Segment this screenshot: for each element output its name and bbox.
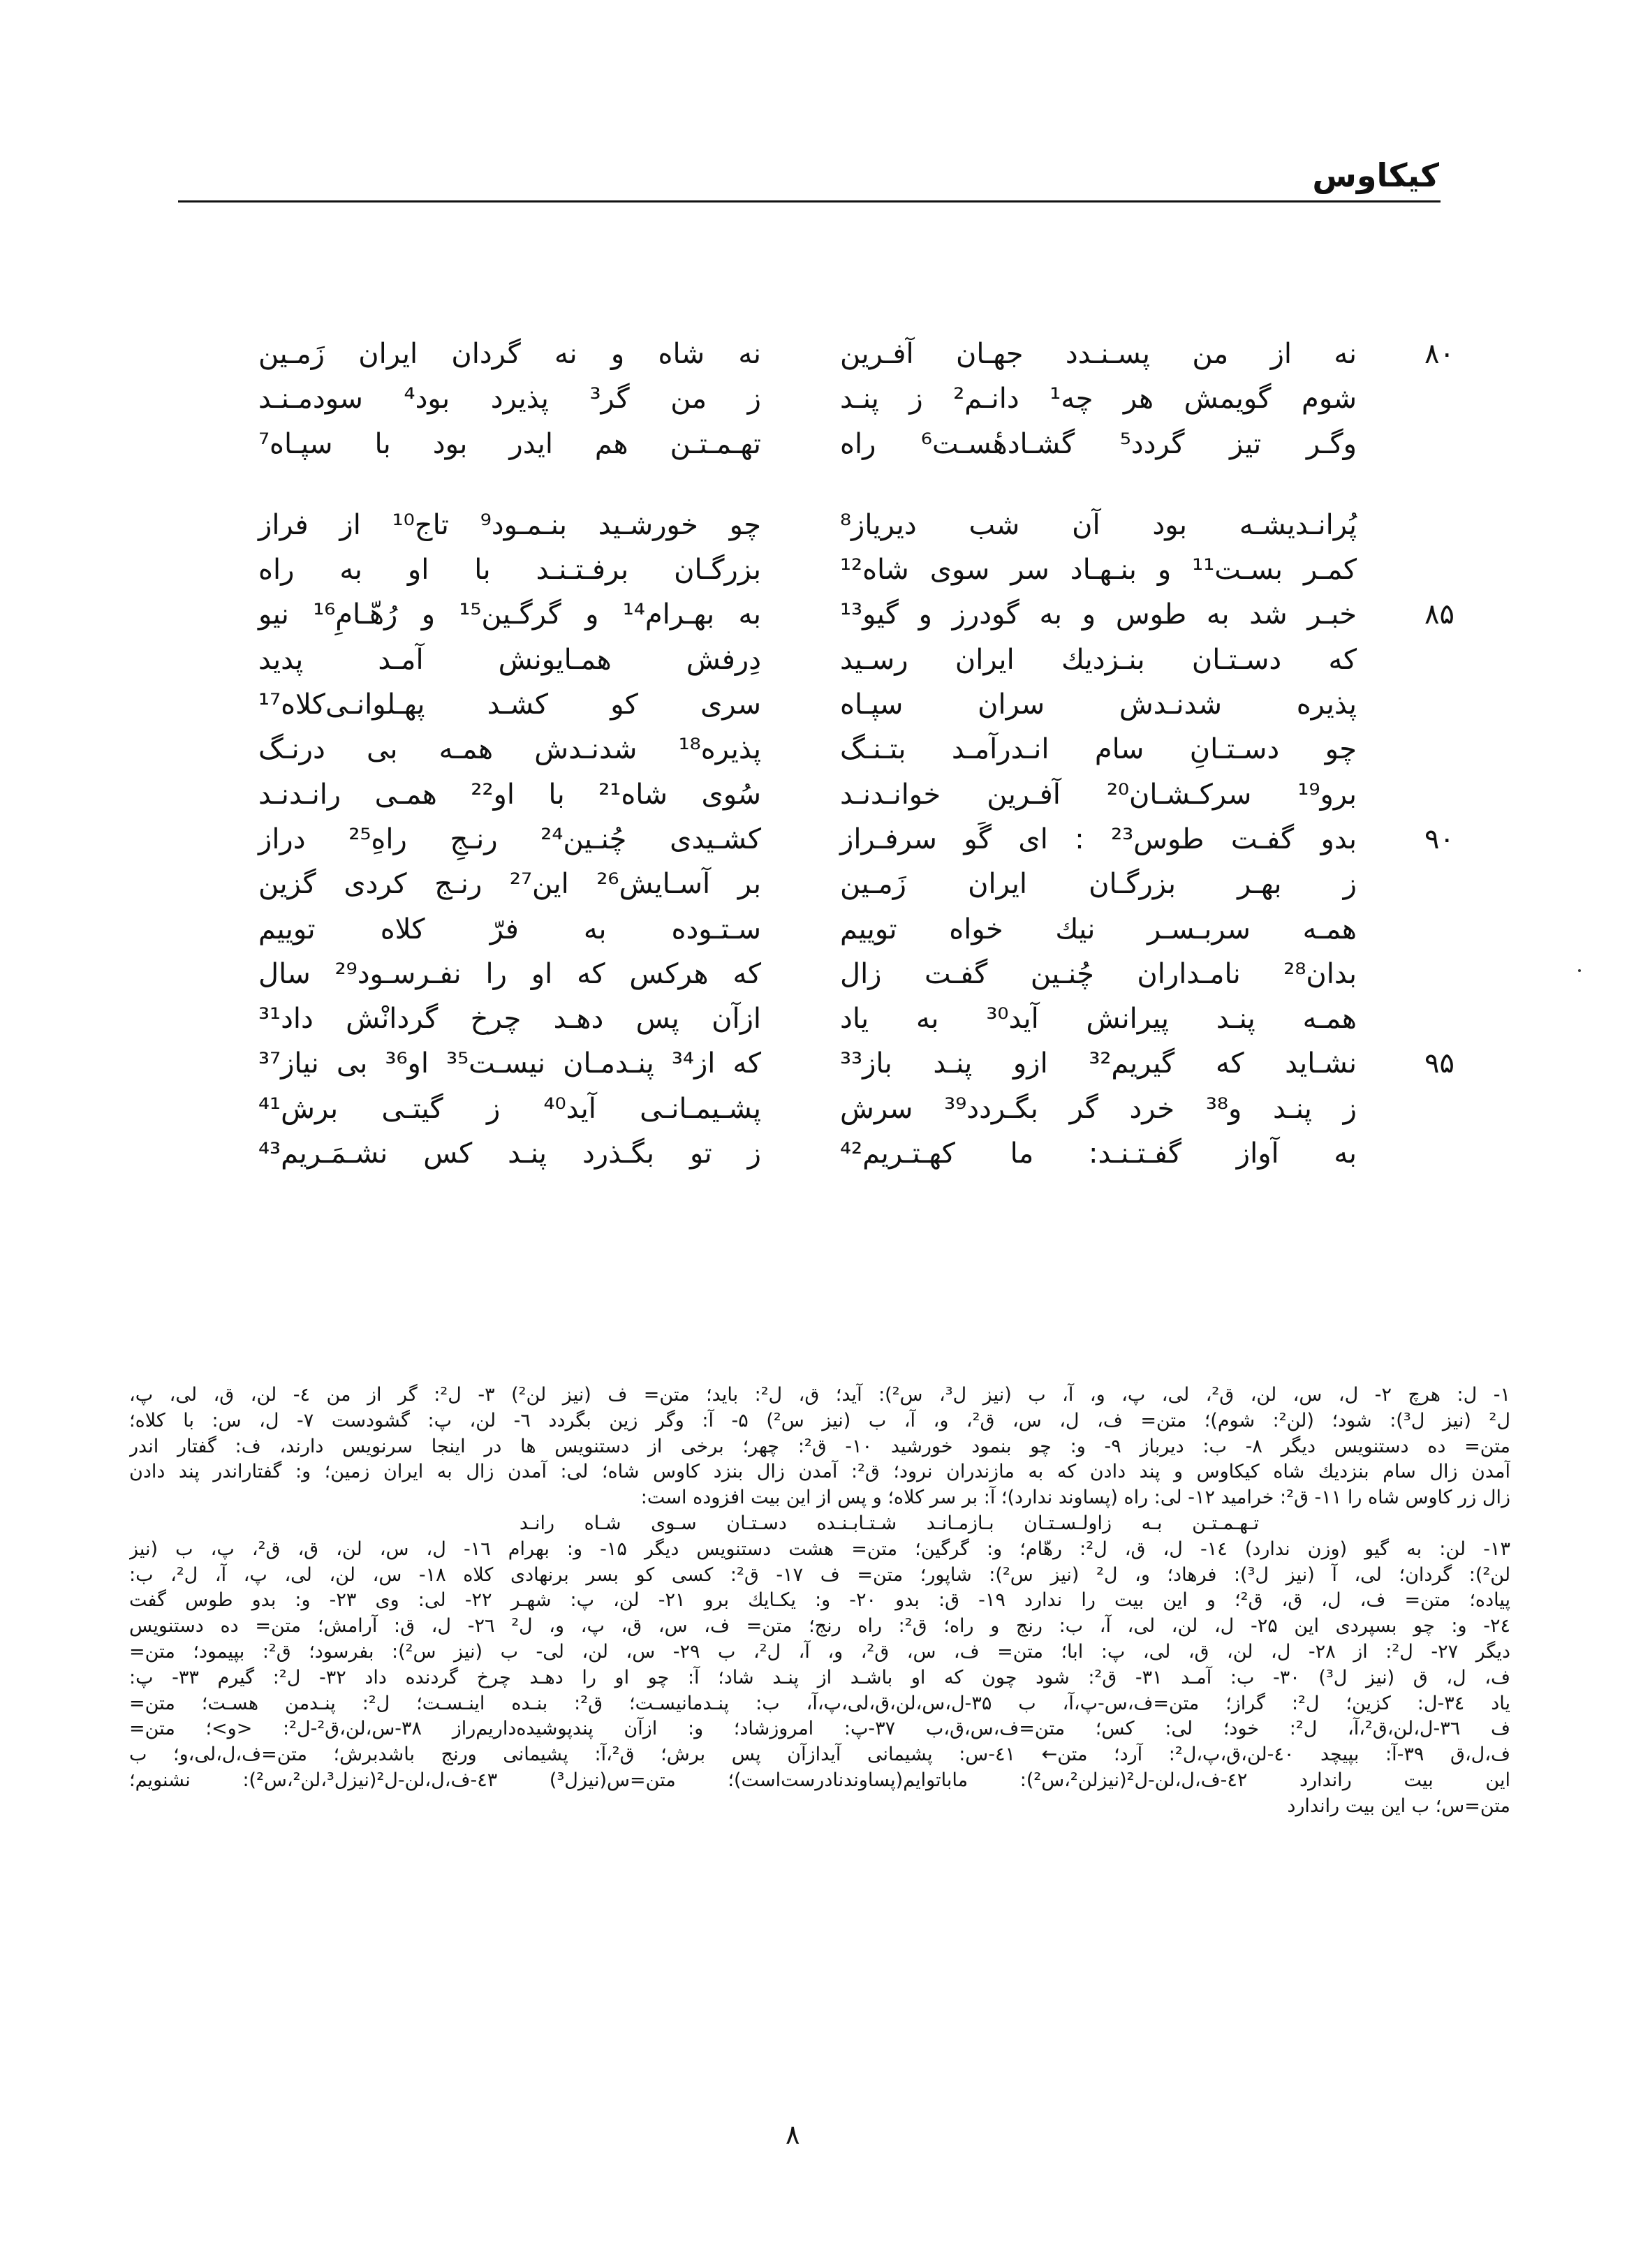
verse-number: ۹۰	[1424, 823, 1454, 855]
verse-line: ز من گر³ پذیرد بود⁴ سودمـنـد	[258, 383, 762, 415]
footnote-line: ل² (نیز ل³): شود؛ (لن²: شوم)؛ متن= ف، ل، س، ق²، و، آ، ب (نیز س²) ۵- آ: وگر زین بگردد ٦- لن، پ: گشودست ۷- ل، س: با کلاه؛	[129, 1409, 1510, 1431]
stanza-gap	[812, 466, 1454, 503]
verse-line: همـه سربـسـر نیك خواه توییم	[840, 913, 1357, 945]
verse-line: به بهـرام¹⁴ و گرگـین¹⁵ و رُهّـامِ¹⁶ نیو	[258, 598, 762, 631]
footnote-line: دیگر ۲۷- ل²: از ۲۸- ل، لن، ق، لی، پ: ابا؛ متن= ف، س، ق²، و، آ، ل²، ب ۲۹- س، لن، لی- ب (نیز س²): بفرسود؛ ق²: بپیمود؛ متن=	[129, 1640, 1510, 1663]
footnote-line: آمدن زال سام بنزدیك شاه کیکاوس و پند دادن که به مازندران نرود؛ ق²: آمدن زال بنزد کاوس شاه؛ لی: آمدن زال به ایران زمین؛ و: گفتاراندر پند دادن	[129, 1461, 1510, 1483]
footnote-line: این بیت راندارد ٤۲-ف،ل،لن-ل²(نیزلن²،س²): ماباتوایم(پساوندنادرست‌است)؛ متن=س(نیزل³) ٤۳-ف،ل،لن-ل²(نیزل³،لن²،س²): نشنویم؛	[129, 1769, 1510, 1791]
footnote-line: لن²): گردان؛ لی، آ (نیز ل³): فرهاد؛ و، ل² (نیز س²): شاپور؛ متن= ف ۱۷- ق²: کسی کو بسر برنهادی کلاه ۱۸- س، لن، لی، پ، آ، ل²، ب:	[129, 1563, 1510, 1586]
verse-line: پشـیمـانـی آید⁴⁰ ز گیتـی برش⁴¹	[258, 1092, 761, 1125]
verse-line: به آواز گفـتـنـد: ما کهـتـریم⁴²	[840, 1137, 1357, 1170]
verse-line: سُوی شاه²¹ با او²² همـی رانـدنـد	[258, 778, 761, 811]
verse-line: سـتـوده به فرّ کلاه توییم	[258, 913, 761, 945]
verse-line: ز بهـر بزرگـان ایران زَمـین	[840, 868, 1357, 901]
footnote-inserted-verse: تـهـمـتـن بـه زاولـسـتـان بـازمـانـد شـتـابـنـده دسـتـان سـوی شـاه رانـد	[519, 1512, 1259, 1534]
verse-line: ز پنـد و³⁸ خرد گر بگـردد³⁹ سرش	[840, 1092, 1357, 1125]
verse-line: دِرفش همـایونش آمـد پدید	[258, 643, 761, 676]
poem-right-column	[812, 332, 1454, 1176]
verse-line: بدان²⁸ نامـداران چُنـین گفـت زال	[840, 957, 1357, 990]
page-number: ۸	[786, 2119, 800, 2150]
scan-artifact-dot	[1578, 969, 1581, 972]
stanza-gap	[258, 466, 761, 503]
footnote-line: ۲٤- و: چو بسپردی این ۲۵- ل، لن، لی، آ، ب: رنج و راه؛ ق²: راه رنج؛ متن= ف، س، ق، پ، و، ل² ۲٦- ل، ق: آرامش؛ متن= ده دستنویس	[129, 1615, 1510, 1637]
verse-line: ۹۰ بدو گفـت طوس²³ : ای گَو سرفـراز	[812, 817, 1454, 862]
verse-line: ازآن پس دهـد چرخ گردانْش داد³¹	[258, 1003, 761, 1036]
verse-line: همـه پنـد پیرانش آید³⁰ به یاد	[840, 1003, 1357, 1036]
verse-line: چو خورشـید بنـمـود⁹ تاج¹⁰ از فراز	[258, 508, 762, 541]
verse-line: پذیره شدنـدش سران سپـاه	[840, 688, 1357, 721]
header-divider	[178, 200, 1441, 202]
verse-number: ۸۰	[1424, 338, 1454, 370]
verse-line: وگـر تیز گردد⁵ گشـادهٔسـت⁶ راه	[840, 427, 1357, 460]
verse-line: ۹۵ نشـاید که گیریم³² ازو پنـد باز³³	[812, 1041, 1454, 1086]
verse-line: نه شاه و نه گردان ایران زَمـین	[258, 338, 761, 370]
verse-line: ۸۰ نه از من پسـنـدد جهـان آفـرین	[812, 332, 1454, 376]
poem-left-column	[258, 332, 761, 1176]
verse-line: بزرگـان برفـتـنـد با او به راه	[258, 554, 761, 587]
verse-line: چو دسـتـانِ سام انـدرآمـد بتـنـگ	[840, 733, 1357, 766]
verse-line: کمـر بسـت¹¹ و بنـهـاد سر سوی شاه¹²	[840, 554, 1357, 587]
footnotes	[129, 1383, 1510, 1820]
verse-line: پُرانـدیشـه بود آن شب دیریاز⁸	[840, 508, 1357, 541]
footnote-line: پیاده؛ متن= ف، ل، ق، ق²؛ و این بیت را ندارد ۱۹- ق: بدو ۲۰- و: یکـایك برو ۲۱- لن، پ: شهـر ۲۲- لی: وی ۲۳- و: بدو طوس گفت	[129, 1589, 1510, 1612]
verse-line: سری کو کشـد پهـلوانـی‌کلاه¹⁷	[258, 688, 761, 721]
footnote-line: متن= ده دستنویس دیگر ۸- ب: دیرباز ۹- و: چو بنمود خورشید ۱۰- ق²: چهر؛ برخی از دستنویس ها در اینجا سرنویس دارند، ف: گفتار اندر	[129, 1435, 1510, 1457]
verse-line: پذیره¹⁸ شدنـدش همـه بی درنـگ	[258, 733, 761, 766]
footnote-line: ۱۳- لن: به گیو (وزن ندارد) ۱٤- ل، ق، ل²: رهّام؛ و: گرگین؛ متن= هشت دستنویس دیگر ۱۵- و: بهرام ۱٦- ل، س، لن، ق، ق²، پ، ب (نیز	[129, 1538, 1510, 1560]
verse-line: که دسـتـان بنـزدیك ایران رسـید	[840, 643, 1357, 676]
verse-line: کشـیدی چُنـین²⁴ رنـجِ راهِ²⁵ دراز	[258, 823, 761, 855]
footnote-line: یاد ۳٤-ل: کزین؛ ل²: گراز؛ متن=ف،س-پ،آ، ب ۳۵-ل،س،لن،ق،لی،پ،آ، ب: پنـدمانیسـت؛ ق²: بنـده اینـسـت؛ ل²: پنـدمن هسـت؛ متن=	[129, 1692, 1510, 1714]
page-header-title: کیکاوس	[1312, 156, 1439, 194]
verse-line: که هرکس که او را نفـرسـود²⁹ سال	[258, 957, 761, 990]
verse-line: ز تو بگـذرد پنـد کس نشـمَـریم⁴³	[258, 1137, 761, 1170]
verse-line: برو¹⁹ سرکـشـان²⁰ آفـرین خوانـدنـد	[840, 778, 1357, 811]
verse-line: تهـمـتـن هم ایدر بود با سپـاه⁷	[258, 427, 761, 460]
verse-number: ۹۵	[1424, 1047, 1454, 1080]
footnote-line: ۱- ل: هرچ ۲- ل، س، لن، ق²، لی، پ، و، آ، ب (نیز ل³، س²): آید؛ ق، ل²: باید؛ متن= ف (نیز لن²) ۳- ل²: گر از من ٤- لن، ق، لی، پ،	[129, 1384, 1510, 1406]
footnote-line: ف، ل، ق (نیز ل³) ۳۰- ب: آمـد ۳۱- ق²: شود چون که او باشـد از پنـد شاد؛ آ: چو او را دهـد چرخ گردنده داد ۳۲- ل²: گیرم ۳۳- پ:	[129, 1666, 1510, 1688]
footnote-line: متن=س؛ ب این بیت راندارد	[1287, 1795, 1510, 1817]
verse-line: بر آسـایش²⁶ این²⁷ رنـج کردی گزین	[258, 868, 761, 901]
verse-number: ۸۵	[1424, 598, 1454, 631]
footnote-line: ف،ل،ق ۳۹-آ: بپیچد ٤۰-لن،ق،پ،ل²: آرد؛ متن← ٤۱-س: پشیمانی آیدازآن پس برش؛ ق²،آ: پشیمانی ورنج باشدبرش؛ متن=ف،ل،لی،و؛ ب	[129, 1744, 1510, 1766]
verse-line: که از³⁴ پنـدمـان نیسـت³⁵ او³⁶ بی نیاز³⁷	[258, 1047, 761, 1080]
verse-line: شوم گویمش هر چه¹ دانـم² ز پنـد	[840, 383, 1357, 415]
footnote-line: ف ۳٦-ل،لن،ق²،آ، ل²: خود؛ لی: کس؛ متن=ف،س،ق،ب ۳۷-پ: امروزشاد؛ و: ازآن پندپوشیده‌داریم‌راز ۳۸-س،لن،ق²-ل²: <و>؛ متن=	[129, 1718, 1510, 1740]
verse-line: ۸۵ خبـر شد به طوس و به گودرز و گیو¹³	[812, 592, 1454, 637]
footnote-line: زال زر کاوس شاه را ۱۱- ق²: خرامید ۱۲- لی: راه (پساوند ندارد)؛ آ: بر سر کلاه؛ و پس از این بیت افزوده است:	[640, 1487, 1510, 1509]
